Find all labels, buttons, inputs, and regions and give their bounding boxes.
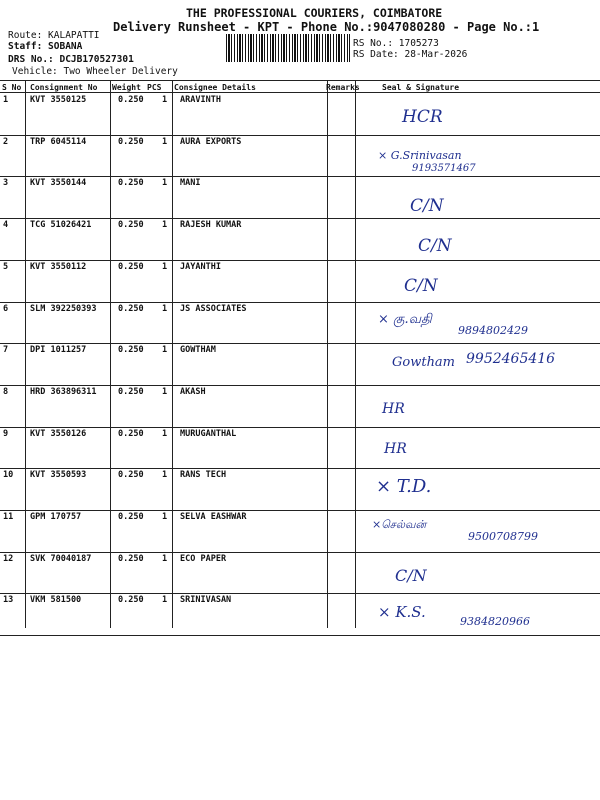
- row-pcs: 1: [162, 303, 168, 314]
- row-consignment-no: SLM 392250393: [30, 303, 97, 314]
- table-row: [0, 260, 600, 302]
- row-sno: 10: [3, 470, 14, 481]
- row-weight: 0.250: [118, 261, 144, 272]
- signature: × கு.வதி: [378, 311, 432, 327]
- col-header-remarks: Remarks: [326, 83, 360, 92]
- row-consignment-no: KVT 3550126: [30, 428, 87, 439]
- row-pcs: 1: [162, 345, 168, 356]
- row-weight: 0.250: [118, 178, 144, 189]
- signature-phone: 9500708799: [468, 530, 538, 543]
- table-row: [0, 343, 600, 385]
- row-sno: 5: [3, 261, 9, 272]
- col-header-consignee: Consignee Details: [174, 83, 256, 92]
- row-pcs: 1: [162, 136, 168, 147]
- signature-phone: 9894802429: [458, 323, 528, 337]
- row-sno: 3: [3, 178, 9, 189]
- row-consignment-no: KVT 3550144: [30, 178, 87, 189]
- row-weight: 0.250: [118, 386, 144, 397]
- row-weight: 0.250: [118, 303, 144, 314]
- barcode: [226, 34, 350, 62]
- col-header-consignment: Consignment No: [30, 83, 98, 92]
- runsheet-title: Delivery Runsheet - KPT - Phone No.:9047080280 - Page No.:1: [113, 20, 540, 34]
- staff-label: Staff: SOBANA: [8, 41, 83, 52]
- row-pcs: 1: [162, 595, 168, 606]
- rs-date: RS Date: 28-Mar-2026: [353, 49, 468, 60]
- vehicle-label: Vehicle: Two Wheeler Delivery: [12, 66, 178, 77]
- row-consignee: SELVA EASHWAR: [180, 512, 247, 522]
- signature: Gowtham: [392, 355, 456, 371]
- table-row: [0, 218, 600, 260]
- row-consignee: ARAVINTH: [180, 95, 221, 105]
- signature: C/N: [410, 196, 444, 217]
- row-pcs: 1: [162, 428, 168, 439]
- row-consignee: AKASH: [180, 386, 206, 397]
- row-pcs: 1: [162, 553, 168, 564]
- row-consignee: RAJESH KUMAR: [180, 220, 242, 231]
- row-weight: 0.250: [118, 595, 144, 606]
- row-consignee: MANI: [180, 178, 201, 189]
- table-row: [0, 385, 600, 427]
- row-consignment-no: TCG 51026421: [30, 220, 92, 231]
- signature-phone: 9952465416: [466, 351, 556, 368]
- row-consignee: MURUGANTHAL: [180, 428, 237, 439]
- row-consignee: AURA EXPORTS: [180, 136, 242, 147]
- col-header-seal: Seal & Signature: [382, 83, 460, 92]
- row-consignee: JAYANTHI: [180, 261, 221, 272]
- row-sno: 9: [3, 428, 9, 439]
- signature: × T.D.: [376, 476, 432, 498]
- route-label: Route: KALAPATTI: [8, 30, 100, 41]
- row-pcs: 1: [162, 178, 168, 189]
- table-top-border: [0, 80, 600, 81]
- signature: HR: [384, 440, 407, 457]
- row-consignee: GOWTHAM: [180, 345, 216, 356]
- row-pcs: 1: [162, 261, 168, 272]
- row-sno: 13: [3, 595, 14, 606]
- row-weight: 0.250: [118, 512, 144, 522]
- row-consignee: RANS TECH: [180, 470, 227, 481]
- signature: × K.S.: [378, 603, 426, 622]
- row-weight: 0.250: [118, 136, 144, 147]
- row-pcs: 1: [162, 95, 168, 105]
- table-row: [0, 468, 600, 510]
- row-consignment-no: KVT 3550593: [30, 470, 87, 481]
- row-pcs: 1: [162, 512, 168, 522]
- row-sno: 1: [3, 95, 9, 105]
- row-consignee: JS ASSOCIATES: [180, 303, 247, 314]
- row-consignment-no: KVT 3550125: [30, 95, 87, 105]
- signature: HCR: [402, 107, 443, 127]
- row-consignment-no: SVK 70040187: [30, 553, 92, 564]
- row-weight: 0.250: [118, 220, 144, 231]
- col-header-weight: Weight: [112, 83, 141, 92]
- table-row: [0, 552, 600, 594]
- signature: ×செல்வன்: [372, 518, 427, 531]
- row-sno: 8: [3, 386, 9, 397]
- row-pcs: 1: [162, 470, 168, 481]
- signature: C/N: [395, 565, 427, 585]
- row-sno: 12: [3, 553, 14, 564]
- row-consignment-no: TRP 6045114: [30, 136, 87, 147]
- row-pcs: 1: [162, 386, 168, 397]
- table-row: [0, 593, 600, 635]
- signature-phone: 9384820966: [460, 615, 530, 629]
- row-sno: 6: [3, 303, 9, 314]
- row-consignment-no: VKM 581500: [30, 595, 82, 606]
- row-sno: 4: [3, 220, 9, 231]
- col-header-pcs: PCS: [147, 83, 162, 92]
- row-consignment-no: DPI 1011257: [30, 345, 87, 356]
- signature: × G.Srinivasan: [378, 148, 462, 162]
- table-row: [0, 510, 600, 552]
- row-consignment-no: GPM 170757: [30, 512, 82, 522]
- row-sno: 2: [3, 136, 9, 147]
- row-weight: 0.250: [118, 345, 144, 356]
- row-weight: 0.250: [118, 95, 144, 105]
- row-sno: 7: [3, 345, 9, 356]
- table-row: [0, 427, 600, 469]
- table-row: [0, 93, 600, 135]
- signature: C/N: [418, 236, 452, 257]
- table-row: [0, 135, 600, 177]
- row-sno: 11: [3, 512, 14, 522]
- signature: HR: [382, 400, 405, 417]
- signature: C/N: [404, 275, 438, 296]
- row-weight: 0.250: [118, 553, 144, 564]
- row-divider: [0, 635, 600, 636]
- row-weight: 0.250: [118, 470, 144, 481]
- row-consignment-no: KVT 3550112: [30, 261, 87, 272]
- table-row: [0, 302, 600, 344]
- row-consignee: SRINIVASAN: [180, 595, 232, 606]
- company-title: THE PROFESSIONAL COURIERS, COIMBATORE: [186, 6, 443, 20]
- row-weight: 0.250: [118, 428, 144, 439]
- signature-phone: 9193571467: [412, 162, 476, 174]
- row-pcs: 1: [162, 220, 168, 231]
- rs-number: RS No.: 1705273: [353, 38, 439, 49]
- table-row: [0, 176, 600, 218]
- row-consignee: ECO PAPER: [180, 553, 227, 564]
- row-consignment-no: HRD 363896311: [30, 386, 97, 397]
- col-header-sno: S No: [2, 83, 22, 92]
- drs-number: DRS No.: DCJB170527301: [8, 54, 134, 65]
